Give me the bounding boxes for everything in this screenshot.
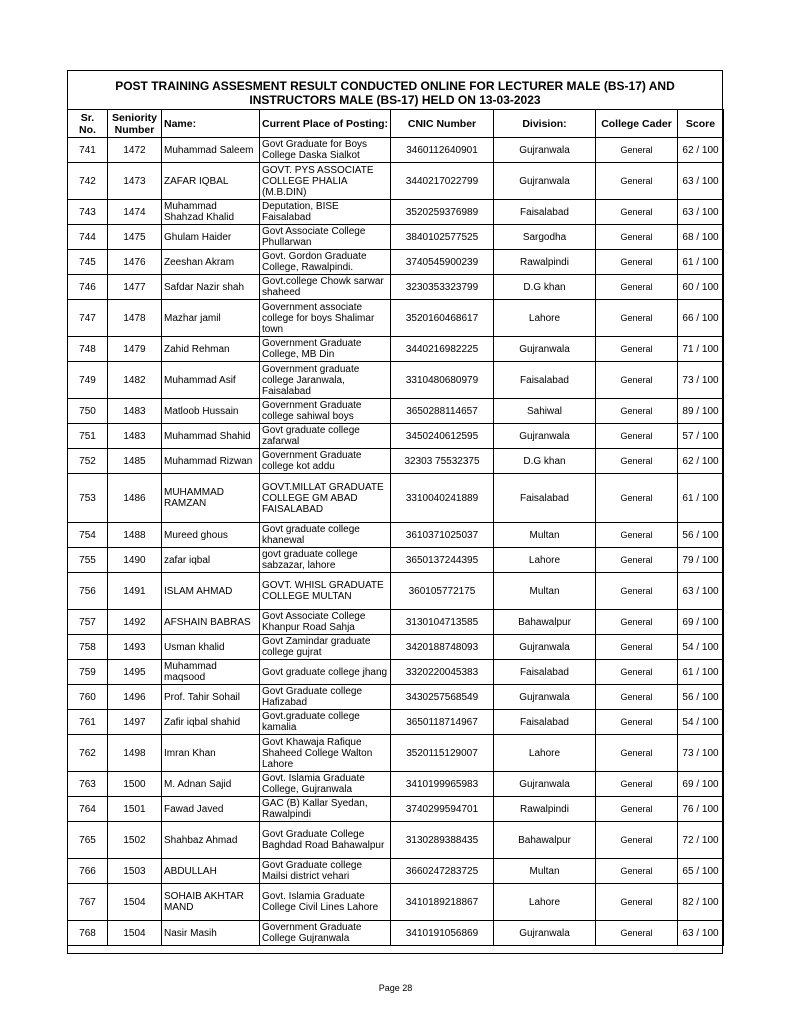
- cell-posting: Govt. Islamia Graduate College, Gujranwala: [260, 772, 391, 797]
- cell-cnic: 3130289388435: [391, 822, 494, 859]
- cell-seniority: 1500: [108, 772, 162, 797]
- table-row: [68, 337, 724, 362]
- cell-cader: General: [596, 250, 678, 275]
- cell-cader: General: [596, 884, 678, 921]
- cell-score: 54 / 100: [678, 635, 724, 660]
- table-row: [68, 548, 724, 573]
- cell-posting: GOVT. PYS ASSOCIATE COLLEGE PHALIA (M.B.DIN): [260, 163, 391, 200]
- cell-cnic: 3230353323799: [391, 275, 494, 300]
- cell-posting: Govt Graduate for Boys College Daska Sialkot: [260, 138, 391, 163]
- cell-score: 61 / 100: [678, 474, 724, 523]
- cell-cader: General: [596, 772, 678, 797]
- cell-posting: Government graduate college Jaranwala, Faisalabad: [260, 362, 391, 399]
- table-row: [68, 573, 724, 610]
- cell-cnic: 3740299594701: [391, 797, 494, 822]
- cell-sr: 764: [68, 797, 108, 822]
- cell-cnic: 3310040241889: [391, 474, 494, 523]
- cell-cader: General: [596, 225, 678, 250]
- cell-sr: 760: [68, 685, 108, 710]
- cell-division: Bahawalpur: [494, 610, 596, 635]
- table-row: [68, 362, 724, 399]
- cell-cader: General: [596, 300, 678, 337]
- table-row: [68, 275, 724, 300]
- cell-cader: General: [596, 474, 678, 523]
- cell-division: D.G khan: [494, 449, 596, 474]
- cell-division: Faisalabad: [494, 660, 596, 685]
- table-row: [68, 859, 724, 884]
- cell-sr: 754: [68, 523, 108, 548]
- cell-name: Ghulam Haider: [162, 225, 260, 250]
- cell-division: Faisalabad: [494, 200, 596, 225]
- cell-name: Mureed ghous: [162, 523, 260, 548]
- cell-cader: General: [596, 200, 678, 225]
- cell-cnic: 3520259376989: [391, 200, 494, 225]
- cell-name: Imran Khan: [162, 735, 260, 772]
- cell-seniority: 1498: [108, 735, 162, 772]
- table-row: [68, 449, 724, 474]
- cell-name: Usman khalid: [162, 635, 260, 660]
- cell-name: Fawad Javed: [162, 797, 260, 822]
- cell-name: Prof. Tahir Sohail: [162, 685, 260, 710]
- cell-score: 62 / 100: [678, 138, 724, 163]
- header-seniority: Seniority Number: [108, 110, 162, 138]
- cell-score: 65 / 100: [678, 859, 724, 884]
- table-row: [68, 710, 724, 735]
- cell-posting: Govt. Islamia Graduate College Civil Lines Lahore: [260, 884, 391, 921]
- cell-sr: 749: [68, 362, 108, 399]
- cell-sr: 741: [68, 138, 108, 163]
- cell-score: 69 / 100: [678, 610, 724, 635]
- cell-division: Gujranwala: [494, 424, 596, 449]
- cell-cnic: 3650118714967: [391, 710, 494, 735]
- cell-cader: General: [596, 163, 678, 200]
- cell-cader: General: [596, 399, 678, 424]
- header-cader: College Cader: [596, 110, 678, 138]
- cell-name: Safdar Nazir shah: [162, 275, 260, 300]
- cell-cader: General: [596, 573, 678, 610]
- cell-seniority: 1502: [108, 822, 162, 859]
- cell-score: 73 / 100: [678, 362, 724, 399]
- cell-name: SOHAIB AKHTAR MAND: [162, 884, 260, 921]
- table-row: [68, 300, 724, 337]
- cell-sr: 759: [68, 660, 108, 685]
- table-row: [68, 225, 724, 250]
- cell-sr: 742: [68, 163, 108, 200]
- cell-cnic: 360105772175: [391, 573, 494, 610]
- table-row: [68, 399, 724, 424]
- cell-sr: 750: [68, 399, 108, 424]
- cell-seniority: 1476: [108, 250, 162, 275]
- cell-posting: Govt Zamindar graduate college gujrat: [260, 635, 391, 660]
- cell-cnic: 3660247283725: [391, 859, 494, 884]
- cell-name: Muhammad Asif: [162, 362, 260, 399]
- cell-cnic: 3450240612595: [391, 424, 494, 449]
- cell-division: Multan: [494, 523, 596, 548]
- cell-posting: Govt Graduate college Hafizabad: [260, 685, 391, 710]
- cell-score: 62 / 100: [678, 449, 724, 474]
- cell-cader: General: [596, 660, 678, 685]
- cell-sr: 761: [68, 710, 108, 735]
- cell-posting: GOVT. WHISL GRADUATE COLLEGE MULTAN: [260, 573, 391, 610]
- cell-name: Muhammad Saleem: [162, 138, 260, 163]
- page-number: Page 28: [378, 983, 413, 993]
- cell-sr: 752: [68, 449, 108, 474]
- cell-score: 68 / 100: [678, 225, 724, 250]
- cell-sr: 748: [68, 337, 108, 362]
- cell-posting: Govt graduate college jhang: [260, 660, 391, 685]
- cell-cnic: 3420188748093: [391, 635, 494, 660]
- cell-sr: 756: [68, 573, 108, 610]
- cell-score: 63 / 100: [678, 200, 724, 225]
- cell-score: 61 / 100: [678, 250, 724, 275]
- cell-score: 76 / 100: [678, 797, 724, 822]
- header-sr: Sr. No.: [68, 110, 108, 138]
- cell-cader: General: [596, 449, 678, 474]
- table-row: [68, 772, 724, 797]
- cell-cader: General: [596, 859, 678, 884]
- cell-name: Muhammad Rizwan: [162, 449, 260, 474]
- cell-cnic: 3740545900239: [391, 250, 494, 275]
- cell-sr: 763: [68, 772, 108, 797]
- cell-sr: 747: [68, 300, 108, 337]
- cell-cnic: 3410189218867: [391, 884, 494, 921]
- cell-sr: 745: [68, 250, 108, 275]
- cell-posting: Govt Khawaja Rafique Shaheed College Walton Lahore: [260, 735, 391, 772]
- cell-posting: Govt Associate College Khanpur Road Sahja: [260, 610, 391, 635]
- cell-posting: Government associate college for boys Shalimar town: [260, 300, 391, 337]
- cell-division: Gujranwala: [494, 921, 596, 946]
- cell-posting: Govt graduate college zafarwal: [260, 424, 391, 449]
- cell-division: Gujranwala: [494, 635, 596, 660]
- cell-name: zafar iqbal: [162, 548, 260, 573]
- header-posting: Current Place of Posting:: [260, 110, 391, 138]
- header-score: Score: [678, 110, 724, 138]
- cell-name: ZAFAR IQBAL: [162, 163, 260, 200]
- cell-cnic: 32303 75532375: [391, 449, 494, 474]
- cell-name: Zafir iqbal shahid: [162, 710, 260, 735]
- cell-seniority: 1483: [108, 399, 162, 424]
- cell-division: Gujranwala: [494, 138, 596, 163]
- cell-seniority: 1485: [108, 449, 162, 474]
- cell-sr: 768: [68, 921, 108, 946]
- cell-score: 61 / 100: [678, 660, 724, 685]
- cell-cader: General: [596, 822, 678, 859]
- cell-division: Gujranwala: [494, 772, 596, 797]
- cell-sr: 758: [68, 635, 108, 660]
- cell-division: Bahawalpur: [494, 822, 596, 859]
- cell-posting: Government Graduate college kot addu: [260, 449, 391, 474]
- cell-score: 63 / 100: [678, 921, 724, 946]
- cell-cnic: 3520160468617: [391, 300, 494, 337]
- cell-cader: General: [596, 710, 678, 735]
- cell-division: D.G khan: [494, 275, 596, 300]
- cell-posting: Govt. Gordon Graduate College, Rawalpindi.: [260, 250, 391, 275]
- cell-seniority: 1479: [108, 337, 162, 362]
- cell-division: Lahore: [494, 300, 596, 337]
- cell-cnic: 3130104713585: [391, 610, 494, 635]
- cell-name: Muhammad Shahzad Khalid: [162, 200, 260, 225]
- cell-cnic: 3840102577525: [391, 225, 494, 250]
- cell-sr: 755: [68, 548, 108, 573]
- cell-name: MUHAMMAD RAMZAN: [162, 474, 260, 523]
- cell-seniority: 1475: [108, 225, 162, 250]
- cell-seniority: 1504: [108, 884, 162, 921]
- cell-name: Nasir Masih: [162, 921, 260, 946]
- cell-posting: Govt Associate College Phullarwan: [260, 225, 391, 250]
- cell-cader: General: [596, 424, 678, 449]
- cell-division: Gujranwala: [494, 685, 596, 710]
- cell-sr: 766: [68, 859, 108, 884]
- cell-seniority: 1503: [108, 859, 162, 884]
- cell-sr: 762: [68, 735, 108, 772]
- cell-score: 63 / 100: [678, 573, 724, 610]
- cell-cader: General: [596, 275, 678, 300]
- cell-cader: General: [596, 138, 678, 163]
- cell-score: 57 / 100: [678, 424, 724, 449]
- cell-division: Sahiwal: [494, 399, 596, 424]
- results-table: [67, 109, 724, 946]
- table-row: [68, 921, 724, 946]
- header-cnic: CNIC Number: [391, 110, 494, 138]
- cell-cnic: 3440216982225: [391, 337, 494, 362]
- cell-sr: 753: [68, 474, 108, 523]
- cell-seniority: 1478: [108, 300, 162, 337]
- cell-cnic: 3520115129007: [391, 735, 494, 772]
- cell-seniority: 1477: [108, 275, 162, 300]
- cell-score: 56 / 100: [678, 523, 724, 548]
- cell-sr: 757: [68, 610, 108, 635]
- cell-name: Muhammad maqsood: [162, 660, 260, 685]
- cell-sr: 751: [68, 424, 108, 449]
- cell-posting: Govt.college Chowk sarwar shaheed: [260, 275, 391, 300]
- cell-seniority: 1504: [108, 921, 162, 946]
- cell-score: 66 / 100: [678, 300, 724, 337]
- cell-seniority: 1472: [108, 138, 162, 163]
- cell-division: Lahore: [494, 548, 596, 573]
- cell-seniority: 1482: [108, 362, 162, 399]
- cell-score: 79 / 100: [678, 548, 724, 573]
- cell-posting: Government Graduate College, MB Din: [260, 337, 391, 362]
- cell-name: Muhammad Shahid: [162, 424, 260, 449]
- cell-name: ABDULLAH: [162, 859, 260, 884]
- cell-posting: GAC (B) Kallar Syedan, Rawalpindi: [260, 797, 391, 822]
- cell-name: AFSHAIN BABRAS: [162, 610, 260, 635]
- table-row: [68, 685, 724, 710]
- cell-sr: 746: [68, 275, 108, 300]
- table-row: [68, 660, 724, 685]
- header-division: Division:: [494, 110, 596, 138]
- table-row: [68, 610, 724, 635]
- cell-name: M. Adnan Sajid: [162, 772, 260, 797]
- cell-division: Faisalabad: [494, 710, 596, 735]
- cell-cnic: 3430257568549: [391, 685, 494, 710]
- table-row: [68, 822, 724, 859]
- header-row: [68, 110, 724, 138]
- cell-cnic: 3460112640901: [391, 138, 494, 163]
- cell-posting: Government Graduate college sahiwal boys: [260, 399, 391, 424]
- cell-score: 89 / 100: [678, 399, 724, 424]
- cell-division: Faisalabad: [494, 474, 596, 523]
- table-row: [68, 523, 724, 548]
- header-name: Name:: [162, 110, 260, 138]
- cell-division: Rawalpindi: [494, 797, 596, 822]
- cell-seniority: 1490: [108, 548, 162, 573]
- title-line-2: INSTRUCTORS MALE (BS-17) HELD ON 13-03-2023: [249, 93, 541, 107]
- cell-cnic: 3650288114657: [391, 399, 494, 424]
- cell-cader: General: [596, 685, 678, 710]
- table-row: [68, 635, 724, 660]
- cell-cnic: 3440217022799: [391, 163, 494, 200]
- cell-seniority: 1496: [108, 685, 162, 710]
- cell-name: Zahid Rehman: [162, 337, 260, 362]
- cell-cnic: 3650137244395: [391, 548, 494, 573]
- cell-sr: 767: [68, 884, 108, 921]
- cell-seniority: 1501: [108, 797, 162, 822]
- cell-cader: General: [596, 362, 678, 399]
- cell-seniority: 1486: [108, 474, 162, 523]
- table-row: [68, 250, 724, 275]
- cell-division: Gujranwala: [494, 337, 596, 362]
- table-row: [68, 474, 724, 523]
- cell-cnic: 3410191056869: [391, 921, 494, 946]
- cell-name: ISLAM AHMAD: [162, 573, 260, 610]
- title-line-1: POST TRAINING ASSESMENT RESULT CONDUCTED ONLINE FOR LECTURER MALE (BS-17) AND: [115, 79, 675, 93]
- cell-cader: General: [596, 610, 678, 635]
- cell-cader: General: [596, 635, 678, 660]
- table-row: [68, 735, 724, 772]
- cell-seniority: 1474: [108, 200, 162, 225]
- cell-score: 54 / 100: [678, 710, 724, 735]
- table-row: [68, 138, 724, 163]
- cell-cnic: 3410199965983: [391, 772, 494, 797]
- cell-name: Matloob Hussain: [162, 399, 260, 424]
- cell-cnic: 3610371025037: [391, 523, 494, 548]
- cell-cader: General: [596, 337, 678, 362]
- table-row: [68, 163, 724, 200]
- cell-division: Multan: [494, 859, 596, 884]
- cell-cader: General: [596, 548, 678, 573]
- cell-posting: Deputation, BISE Faisalabad: [260, 200, 391, 225]
- cell-seniority: 1493: [108, 635, 162, 660]
- cell-name: Mazhar jamil: [162, 300, 260, 337]
- cell-posting: Govt.graduate college kamalia: [260, 710, 391, 735]
- cell-cnic: 3310480680979: [391, 362, 494, 399]
- cell-score: 82 / 100: [678, 884, 724, 921]
- cell-sr: 744: [68, 225, 108, 250]
- cell-cader: General: [596, 523, 678, 548]
- document-title: [67, 70, 723, 110]
- cell-name: Shahbaz Ahmad: [162, 822, 260, 859]
- cell-division: Faisalabad: [494, 362, 596, 399]
- cell-seniority: 1497: [108, 710, 162, 735]
- cell-seniority: 1488: [108, 523, 162, 548]
- table-row: [68, 797, 724, 822]
- cell-posting: govt graduate college sabzazar, lahore: [260, 548, 391, 573]
- table-row: [68, 200, 724, 225]
- cell-name: Zeeshan Akram: [162, 250, 260, 275]
- cell-posting: Govt graduate college khanewal: [260, 523, 391, 548]
- cell-score: 56 / 100: [678, 685, 724, 710]
- table-row: [68, 884, 724, 921]
- cell-score: 69 / 100: [678, 772, 724, 797]
- table-row: [68, 424, 724, 449]
- cell-score: 71 / 100: [678, 337, 724, 362]
- cell-division: Lahore: [494, 735, 596, 772]
- cell-seniority: 1495: [108, 660, 162, 685]
- cell-division: Lahore: [494, 884, 596, 921]
- cell-division: Gujranwala: [494, 163, 596, 200]
- cell-score: 72 / 100: [678, 822, 724, 859]
- cell-seniority: 1483: [108, 424, 162, 449]
- cell-sr: 765: [68, 822, 108, 859]
- cell-seniority: 1473: [108, 163, 162, 200]
- cell-cader: General: [596, 921, 678, 946]
- cell-seniority: 1492: [108, 610, 162, 635]
- cell-cader: General: [596, 735, 678, 772]
- cell-division: Multan: [494, 573, 596, 610]
- cell-posting: Govt Graduate College Baghdad Road Bahawalpur: [260, 822, 391, 859]
- cell-score: 60 / 100: [678, 275, 724, 300]
- cell-posting: Government Graduate College Gujranwala: [260, 921, 391, 946]
- cell-seniority: 1491: [108, 573, 162, 610]
- cell-score: 73 / 100: [678, 735, 724, 772]
- cell-posting: GOVT.MILLAT GRADUATE COLLEGE GM ABAD FAISALABAD: [260, 474, 391, 523]
- cell-cnic: 3320220045383: [391, 660, 494, 685]
- cell-division: Sargodha: [494, 225, 596, 250]
- cell-cader: General: [596, 797, 678, 822]
- cell-posting: Govt Graduate college Mailsi district vehari: [260, 859, 391, 884]
- cell-sr: 743: [68, 200, 108, 225]
- cell-score: 63 / 100: [678, 163, 724, 200]
- cell-division: Rawalpindi: [494, 250, 596, 275]
